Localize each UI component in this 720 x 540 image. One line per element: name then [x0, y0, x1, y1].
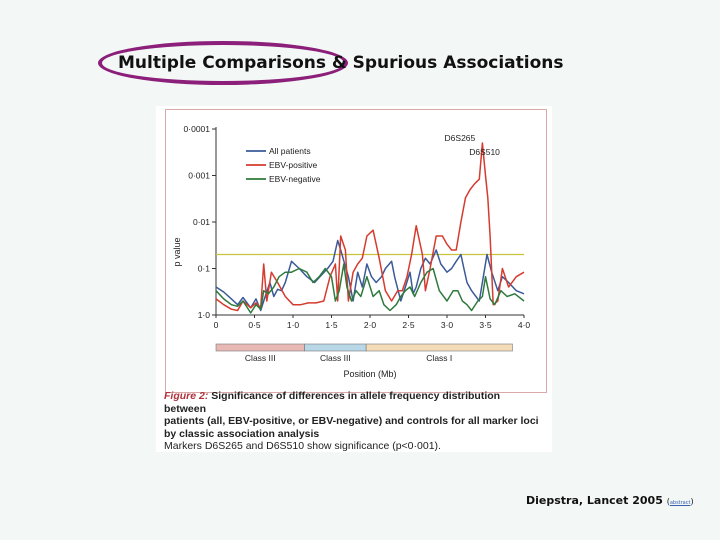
citation-paren-close: ): [690, 497, 694, 506]
y-tick-label-1: 0·001: [188, 170, 210, 181]
region-bar-1: [305, 344, 367, 351]
x-tick-label-1: 0·5: [248, 320, 261, 330]
x-tick-label-0: 0: [213, 320, 219, 330]
legend-label-2: EBV-negative: [269, 174, 321, 184]
caption-line-3: by classic association analysis: [164, 427, 320, 440]
x-tick-label-8: 4·0: [517, 320, 531, 330]
caption-line-2: patients (all, EBV-positive, or EBV-negative) and controls for all marker loci: [164, 415, 539, 427]
marker-annotation-0: D6S265: [444, 132, 476, 143]
region-label-1: Class III: [319, 353, 351, 363]
citation-paren-open: (: [666, 497, 670, 506]
y-tick-label-3: 0·1: [197, 263, 210, 274]
slide-title: Multiple Comparisons & Spurious Associations: [118, 53, 564, 73]
citation-link[interactable]: abstract: [669, 500, 691, 506]
y-tick-label-2: 0·01: [192, 217, 210, 227]
legend-label-0: All patients: [269, 146, 311, 156]
y-tick-label-4: 1·0: [197, 310, 210, 320]
region-bar-2: [366, 344, 512, 351]
citation: [526, 494, 694, 507]
x-tick-label-3: 1·5: [325, 320, 338, 330]
y-tick-label-0: 0·0001: [183, 124, 210, 134]
y-axis-label: p value: [172, 237, 182, 267]
citation-text: Diepstra, Lancet 2005: [526, 494, 663, 507]
figure-label: Figure 2:: [164, 390, 209, 402]
legend-label-1: EBV-positive: [269, 160, 318, 170]
marker-annotation-1: D6S510: [469, 146, 500, 157]
x-tick-label-6: 3·0: [440, 320, 454, 330]
caption-line-1-text: Significance of differences in allele frequency distribution between: [164, 390, 501, 415]
region-label-0: Class III: [244, 353, 276, 363]
figure-caption: [164, 390, 544, 453]
region-bar-0: [216, 344, 305, 351]
caption-line-4: Markers D6S265 and D6S510 show significance (p<0·001).: [164, 440, 441, 452]
x-axis-label: Position (Mb): [343, 369, 397, 379]
x-tick-label-5: 2·5: [402, 320, 415, 330]
x-tick-label-2: 1·0: [286, 320, 300, 330]
region-label-2: Class I: [426, 353, 453, 363]
caption-line-1: [164, 390, 544, 415]
x-tick-label-7: 3·5: [479, 320, 492, 330]
x-tick-label-4: 2·0: [363, 320, 377, 330]
